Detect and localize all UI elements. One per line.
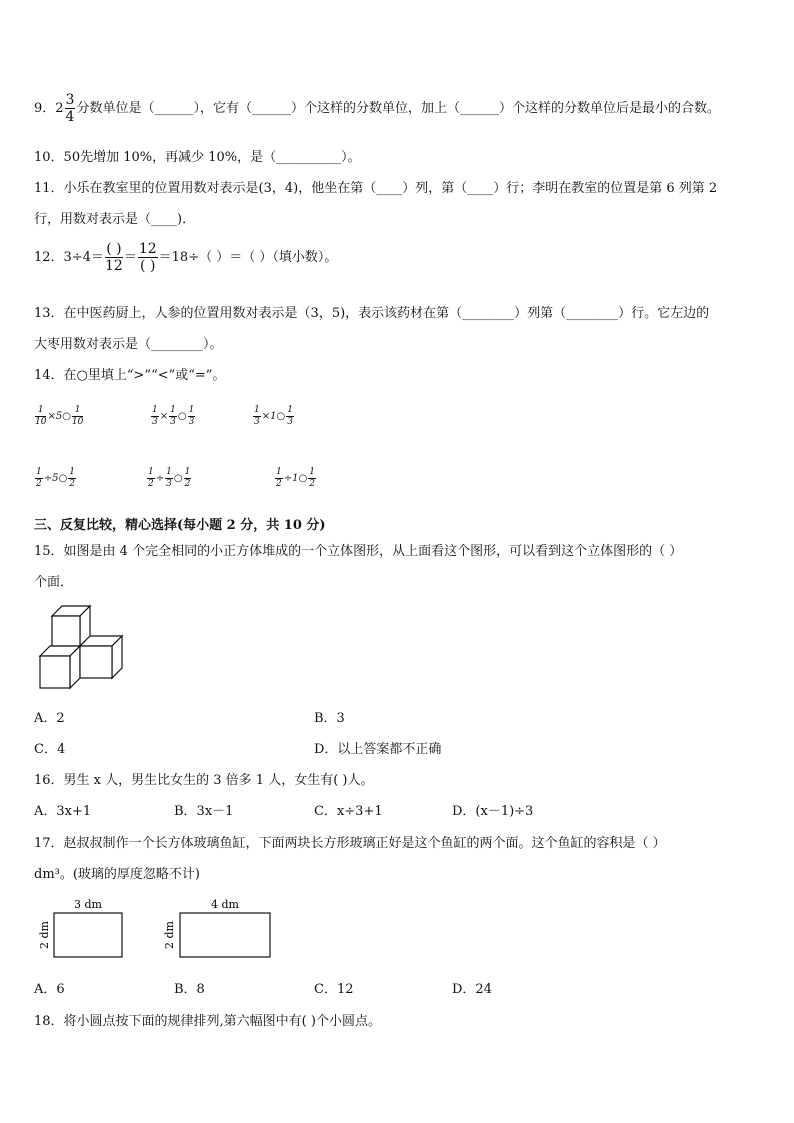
q14-item-1: $\frac{1}{10}$ ×5○ $\frac{1}{10}$ xyxy=(35,405,84,427)
q14-item-5: $\frac{1}{2}$ ÷ $\frac{1}{3}$ ○ $\frac{1}{2}$ xyxy=(148,467,191,489)
q15-option-b[interactable]: B．3 xyxy=(314,711,345,726)
q16-option-c[interactable]: C．x÷3+1 xyxy=(314,804,383,819)
glass-rect-2 xyxy=(180,913,270,957)
q15-option-d[interactable]: D．以上答案都不正确 xyxy=(314,742,442,757)
question-13-line2: 大枣用数对表示是（________）。 xyxy=(34,337,223,352)
question-15-line1: 15．如图是由 4 个完全相同的小正方体堆成的一个立体图形，从上面看这个图形，可以看到这个立体图形的（ ） xyxy=(34,544,683,559)
question-12 xyxy=(34,242,337,273)
cubes-figure xyxy=(38,604,128,694)
question-11-line1: 11．小乐在教室里的位置用数对表示是(3，4)，他坐在第（____）列，第（____）行；李明在教室的位置是第 6 列第 2 xyxy=(34,181,718,196)
question-17-line2: dm³。(玻璃的厚度忽略不计) xyxy=(34,867,201,882)
question-15-line2: 个面． xyxy=(34,575,74,590)
q9-text: 分数单位是（______），它有（______）个这样的分数单位，加上（______）个这样的分数单位后是最小的合数。 xyxy=(76,101,720,116)
q12-fraction-1: $\frac{( )}{12}$ xyxy=(104,241,123,274)
q17-option-b[interactable]: B．8 xyxy=(174,982,205,997)
q9-fraction: $\frac{3}{4}$ xyxy=(65,92,75,125)
q16-option-b[interactable]: B．3x－1 xyxy=(174,804,234,819)
question-18: 18．将小圆点按下面的规律排列,第六幅图中有( )个小圆点。 xyxy=(34,1014,381,1029)
q14-item-4: $\frac{1}{2}$ ÷5○ $\frac{1}{2}$ xyxy=(36,467,75,489)
q12-post: ＝18÷（ ）＝（ ）（填小数）。 xyxy=(158,250,338,265)
section-3-title: 三、反复比较，精心选择(每小题 2 分，共 10 分) xyxy=(34,518,326,533)
q9-prefix: 9．2 xyxy=(34,101,64,116)
question-9 xyxy=(34,93,720,124)
q14-item-2: $\frac{1}{3}$ × $\frac{1}{3}$ ○ $\frac{1}{3}$ xyxy=(152,405,195,427)
q17-option-c[interactable]: C．12 xyxy=(314,982,354,997)
question-13-line1: 13．在中医药厨上，人参的位置用数对表示是（3，5)，表示该药材在第（________）列第（________）行。它左边的 xyxy=(34,306,710,321)
q12-equals: ＝ xyxy=(123,250,137,265)
rect2-top-label: 4 dm xyxy=(211,898,239,911)
question-16: 16．男生 x 人，男生比女生的 3 倍多 1 人，女生有( )人。 xyxy=(34,773,374,788)
q16-option-a[interactable]: A．3x+1 xyxy=(34,804,92,819)
q14-item-6: $\frac{1}{2}$ ÷1○ $\frac{1}{2}$ xyxy=(276,467,315,489)
glass-rect-1 xyxy=(54,913,122,957)
q17-option-d[interactable]: D．24 xyxy=(452,982,492,997)
q12-pre: 12．3÷4＝ xyxy=(34,250,104,265)
q12-fraction-2: $\frac{12}{( )}$ xyxy=(138,241,157,274)
q17-option-a[interactable]: A．6 xyxy=(34,982,65,997)
question-10: 10．50先增加 10%，再减少 10%，是（__________）。 xyxy=(34,150,361,165)
q15-option-a[interactable]: A．2 xyxy=(34,711,65,726)
question-17-line1: 17．赵叔叔制作一个长方体玻璃鱼缸，下面两块长方形玻璃正好是这个鱼缸的两个面。这个鱼缸的容积是（ ） xyxy=(34,836,666,851)
rect2-side-label: 2 dm xyxy=(163,921,176,949)
question-11-line2: 行，用数对表示是（____)． xyxy=(34,212,196,227)
q14-item-3: $\frac{1}{3}$ ×1○ $\frac{1}{3}$ xyxy=(254,405,293,427)
question-14: 14．在○里填上“>”“<”或“=”。 xyxy=(34,368,226,383)
q15-option-c[interactable]: C．4 xyxy=(34,742,66,757)
q16-option-d[interactable]: D．(x－1)÷3 xyxy=(452,804,534,819)
glass-rectangles-figure xyxy=(36,895,276,965)
rect1-top-label: 3 dm xyxy=(74,898,102,911)
rect1-side-label: 2 dm xyxy=(38,921,51,949)
